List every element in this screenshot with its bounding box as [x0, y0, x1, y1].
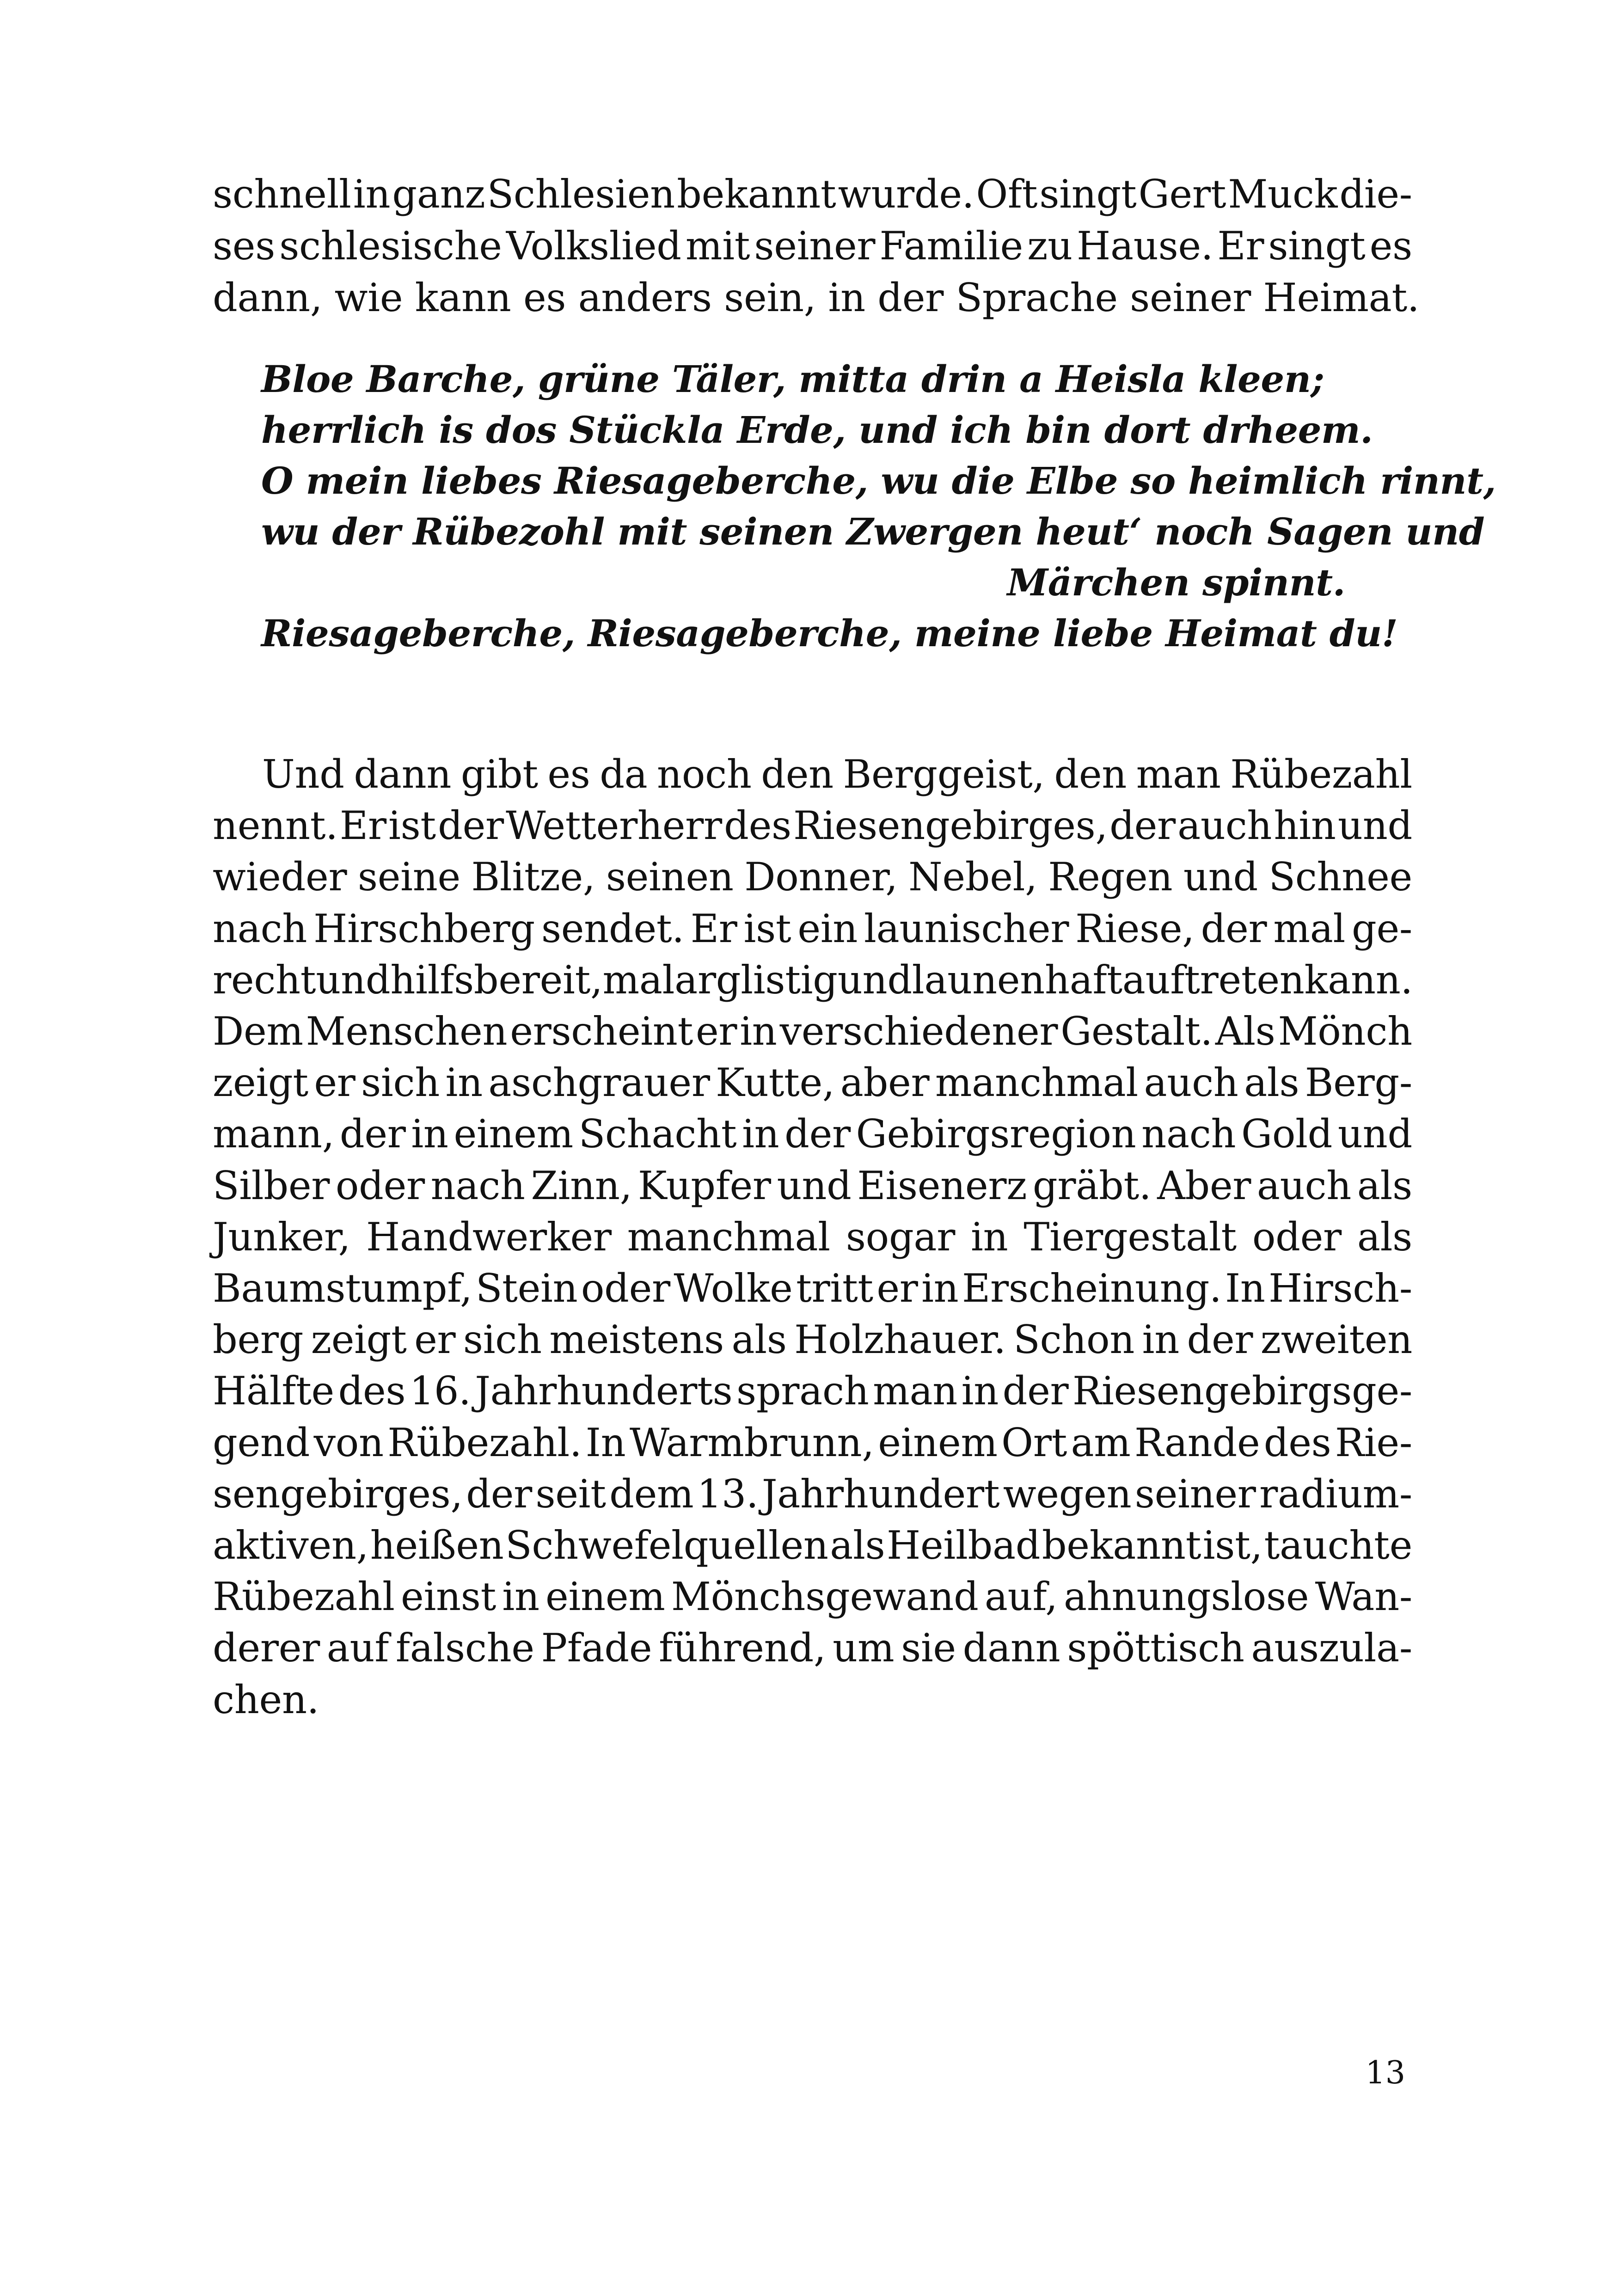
verse-line: Märchen spinnt. — [1007, 561, 1345, 604]
body-line: chen. — [213, 1677, 319, 1722]
body-line: nennt. Er ist der Wetterherr des Riesengebirges, der auch hin und — [213, 803, 1412, 848]
body-line: zeigt er sich in aschgrauer Kutte, aber manchmal auch als Berg- — [213, 1060, 1412, 1105]
verse-line: wu der Rübezohl mit seinen Zwergen heut‘ noch Sagen und — [261, 510, 1485, 553]
body-line: mann, der in einem Schacht in der Gebirgsregion nach Gold und — [213, 1111, 1412, 1157]
body-line: nach Hirschberg sendet. Er ist ein launischer Riese, der mal ge- — [213, 906, 1412, 951]
body-line: gend von Rübezahl. In Warmbrunn, einem Ort am Rande des Rie- — [213, 1420, 1412, 1465]
intro-line: ses schlesische Volkslied mit seiner Familie zu Hause. Er singt es — [213, 223, 1412, 269]
verse-line: Bloe Barche, grüne Täler, mitta drin a Heisla kleen; — [261, 357, 1324, 401]
body-line: Hälfte des 16. Jahrhunderts sprach man in der Riesengebirgsge- — [213, 1368, 1412, 1414]
verse-line: Riesageberche, Riesageberche, meine liebe Heimat du! — [261, 612, 1398, 655]
body-line: Baumstumpf, Stein oder Wolke tritt er in Erscheinung. In Hirsch- — [213, 1266, 1412, 1311]
body-line: Junker, Handwerker manchmal sogar in Tiergestalt oder als — [213, 1214, 1412, 1260]
body-line: aktiven, heißen Schwefelquellen als Heilbad bekannt ist, tauchte — [213, 1523, 1412, 1568]
body-line: berg zeigt er sich meistens als Holzhauer. Schon in der zweiten — [213, 1317, 1412, 1362]
verse-line: O mein liebes Riesageberche, wu die Elbe so heimlich rinnt, — [261, 459, 1496, 502]
verse-line: herrlich is dos Stückla Erde, und ich bin dort drheem. — [261, 408, 1373, 452]
body-line: Silber oder nach Zinn, Kupfer und Eisenerz gräbt. Aber auch als — [213, 1163, 1412, 1208]
body-line: recht und hilfsbereit, mal arglistig und launenhaft auftreten kann. — [213, 957, 1413, 1003]
body-line: derer auf falsche Pfade führend, um sie dann spöttisch auszula- — [213, 1625, 1412, 1671]
body-line: Dem Menschen erscheint er in verschiedener Gestalt. Als Mönch — [213, 1009, 1412, 1054]
body-line: Rübezahl einst in einem Mönchsgewand auf, ahnungslose Wan- — [213, 1574, 1412, 1619]
intro-line: dann, wie kann es anders sein, in der Sprache seiner Heimat. — [213, 275, 1420, 320]
page-number: 13 — [1365, 2055, 1405, 2091]
body-line: wieder seine Blitze, seinen Donner, Nebel, Regen und Schnee — [213, 854, 1412, 900]
body-line: Und dann gibt es da noch den Berggeist, den man Rübezahl — [262, 752, 1412, 797]
body-line: sengebirges, der seit dem 13. Jahrhundert wegen seiner radium- — [213, 1471, 1412, 1517]
intro-line: schnell in ganz Schlesien bekannt wurde. Oft singt Gert Muck die- — [213, 171, 1412, 217]
